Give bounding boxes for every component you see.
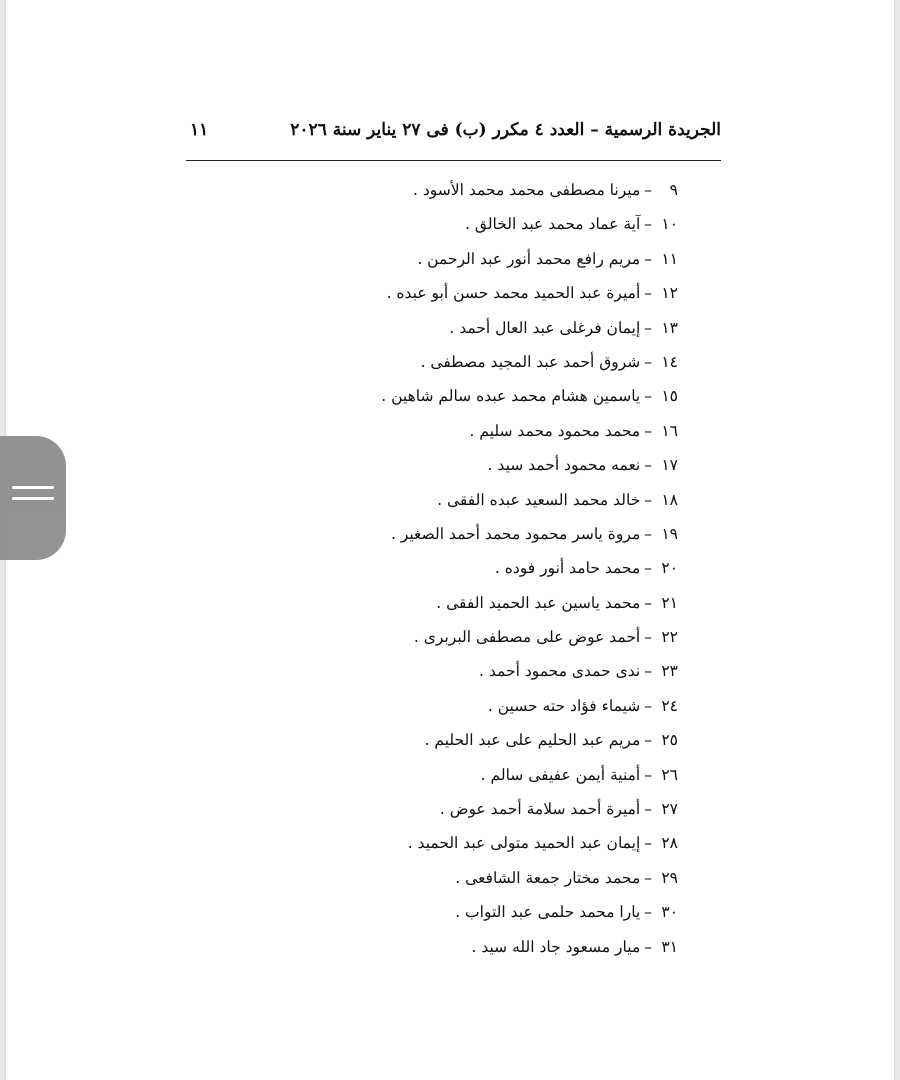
item-number: ٢٨	[661, 834, 678, 853]
item-number: ١٣	[661, 318, 678, 337]
list-item: ٢٧–أميرة أحمد سلامة أحمد عوض .	[381, 795, 678, 829]
list-item: ١٠–آية عماد محمد عبد الخالق .	[381, 210, 678, 244]
item-name: محمد محمود محمد سليم .	[469, 421, 641, 440]
item-number: ٢٤	[661, 696, 678, 715]
item-name: إيمان عبد الحميد متولى عبد الحميد .	[407, 834, 641, 853]
drag-handle-icon	[12, 486, 54, 489]
item-number: ٣٠	[661, 903, 678, 922]
list-item: ٢٢–أحمد عوض على مصطفى البربرى .	[381, 623, 678, 657]
list-item: ٢٠–محمد حامد أنور فوده .	[381, 554, 678, 588]
list-item: ٣٠–يارا محمد حلمى عبد التواب .	[381, 898, 678, 932]
item-number: ١٠	[661, 215, 678, 234]
item-number: ٩	[669, 181, 678, 199]
drag-handle-icon	[12, 497, 54, 500]
page-number: ١١	[190, 120, 209, 140]
list-item: ٢٦–أمنية أيمن عفيفى سالم .	[381, 761, 678, 795]
item-name: آية عماد محمد عبد الخالق .	[465, 215, 641, 234]
item-number: ١٥	[661, 387, 678, 406]
list-item: ٢٩–محمد مختار جمعة الشافعى .	[381, 864, 678, 898]
list-item: ٢٨–إيمان عبد الحميد متولى عبد الحميد .	[381, 829, 678, 863]
item-name: ياسمين هشام محمد عبده سالم شاهين .	[381, 387, 641, 406]
list-item: ١٥–ياسمين هشام محمد عبده سالم شاهين .	[381, 382, 678, 416]
list-item: ١٤–شروق أحمد عبد المجيد مصطفى .	[381, 348, 678, 382]
item-name: أميرة عبد الحميد محمد حسن أبو عبده .	[386, 284, 641, 303]
list-item: ٢٤–شيماء فؤاد حته حسين .	[381, 692, 678, 726]
gazette-title: الجريدة الرسمية – العدد ٤ مكرر (ب) فى ٢٧ يناير سنة ٢٠٢٦	[290, 120, 721, 140]
item-name: نعمه محمود أحمد سيد .	[487, 456, 641, 475]
item-number: ١٧	[661, 456, 678, 475]
list-item: ٣١–ميار مسعود جاد الله سيد .	[381, 933, 678, 967]
item-name: ندى حمدى محمود أحمد .	[479, 662, 641, 681]
list-item: ٢٣–ندى حمدى محمود أحمد .	[381, 657, 678, 691]
list-item: ١٨–خالد محمد السعيد عبده الفقى .	[381, 486, 678, 520]
item-number: ٢٧	[661, 800, 678, 819]
item-name: أمنية أيمن عفيفى سالم .	[480, 765, 641, 784]
item-name: محمد مختار جمعة الشافعى .	[455, 868, 641, 887]
item-name: مريم عبد الحليم على عبد الحليم .	[424, 731, 641, 750]
list-item: ١٦–محمد محمود محمد سليم .	[381, 417, 678, 451]
list-item: ١٢–أميرة عبد الحميد محمد حسن أبو عبده .	[381, 279, 678, 313]
page-header	[186, 120, 721, 150]
item-name: شيماء فؤاد حته حسين .	[487, 696, 641, 715]
item-name: محمد ياسين عبد الحميد الفقى .	[436, 593, 641, 612]
item-number: ١١	[661, 249, 678, 268]
list-item: ٢٥–مريم عبد الحليم على عبد الحليم .	[381, 726, 678, 760]
list-item: ١١–مريم رافع محمد أنور عبد الرحمن .	[381, 245, 678, 279]
list-item: ١٣–إيمان فرغلى عبد العال أحمد .	[381, 314, 678, 348]
list-item: ١٧–نعمه محمود أحمد سيد .	[381, 451, 678, 485]
item-name: شروق أحمد عبد المجيد مصطفى .	[420, 352, 641, 371]
item-number: ٢٣	[661, 662, 678, 681]
item-number: ٢٦	[661, 765, 678, 784]
item-number: ١٤	[661, 352, 678, 371]
list-item: ٢١–محمد ياسين عبد الحميد الفقى .	[381, 589, 678, 623]
item-name: محمد حامد أنور فوده .	[494, 559, 641, 578]
item-name: ميار مسعود جاد الله سيد .	[471, 937, 641, 956]
item-number: ٣١	[661, 937, 678, 956]
item-number: ١٢	[661, 284, 678, 303]
item-number: ٢٢	[661, 628, 678, 647]
document-page	[6, 0, 894, 1080]
item-name: مريم رافع محمد أنور عبد الرحمن .	[417, 249, 641, 268]
header-rule	[186, 160, 721, 161]
item-number: ٢١	[661, 593, 678, 612]
item-name: أحمد عوض على مصطفى البربرى .	[413, 628, 641, 647]
item-name: ميرنا مصطفى محمد محمد الأسود .	[413, 181, 641, 199]
item-number: ٢٠	[661, 559, 678, 578]
list-item: ٩–ميرنا مصطفى محمد محمد الأسود .	[381, 176, 678, 210]
list-item: ١٩–مروة ياسر محمود محمد أحمد الصغير .	[381, 520, 678, 554]
item-number: ٢٥	[661, 731, 678, 750]
item-name: يارا محمد حلمى عبد التواب .	[455, 903, 641, 922]
item-number: ١٩	[661, 524, 678, 543]
names-list	[381, 176, 678, 967]
item-number: ٢٩	[661, 868, 678, 887]
item-name: أميرة أحمد سلامة أحمد عوض .	[439, 800, 641, 819]
item-name: إيمان فرغلى عبد العال أحمد .	[449, 318, 641, 337]
viewer-scroll-handle[interactable]	[0, 436, 66, 560]
item-name: مروة ياسر محمود محمد أحمد الصغير .	[390, 524, 641, 543]
item-number: ١٦	[661, 421, 678, 440]
item-number: ١٨	[661, 490, 678, 509]
item-name: خالد محمد السعيد عبده الفقى .	[437, 490, 641, 509]
